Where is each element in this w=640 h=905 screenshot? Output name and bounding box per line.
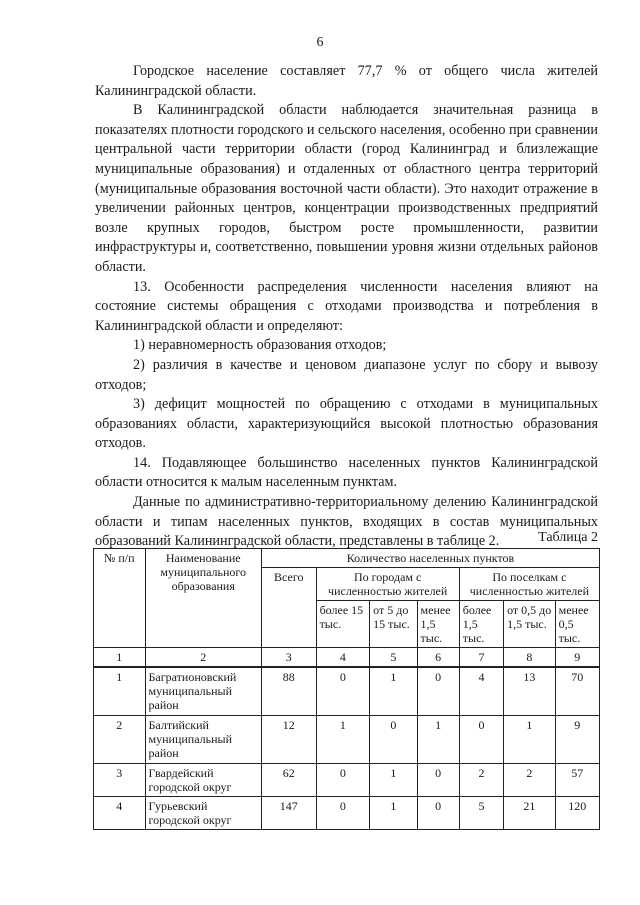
- header-villages: По поселкам с численностью жителей: [459, 568, 599, 601]
- table-row: [94, 796, 600, 829]
- header-sub: более 1,5 тыс.: [459, 601, 503, 648]
- row-value: 57: [555, 763, 599, 796]
- settlements-table: [93, 548, 600, 830]
- paragraph: 13. Особенности распределения численности населения влияют на состояние системы обращения с отходами производства и потребления в Калининградской области и определяют:: [95, 278, 598, 334]
- row-num: 1: [94, 667, 146, 715]
- row-value: 9: [555, 715, 599, 763]
- row-value: 2: [504, 763, 556, 796]
- page-number: 6: [316, 35, 324, 50]
- row-value: 0: [316, 763, 370, 796]
- row-value: 21: [504, 796, 556, 829]
- list-item: 3) дефицит мощностей по обращению с отходами в муниципальных образованиях области, характеризующийся высокой плотностью образования отходов.: [95, 396, 598, 452]
- row-value: 0: [459, 715, 503, 763]
- header-row: [94, 549, 600, 568]
- index-cell: 6: [417, 648, 459, 668]
- row-value: 0: [370, 715, 417, 763]
- header-sub: менее 0,5 тыс.: [555, 601, 599, 648]
- row-value: 120: [555, 796, 599, 829]
- list-item: 2) различия в качестве и ценовом диапазоне услуг по сбору и вывозу отходов;: [95, 356, 598, 393]
- row-value: 12: [261, 715, 316, 763]
- row-value: 4: [459, 667, 503, 715]
- row-value: 0: [316, 667, 370, 715]
- row-value: 1: [504, 715, 556, 763]
- index-cell: 8: [504, 648, 556, 668]
- header-sub: более 15 тыс.: [316, 601, 370, 648]
- row-value: 1: [370, 763, 417, 796]
- index-row: [94, 648, 600, 668]
- row-value: 13: [504, 667, 556, 715]
- row-value: 0: [417, 796, 459, 829]
- row-num: 3: [94, 763, 146, 796]
- header-total: Всего: [261, 568, 316, 648]
- row-value: 1: [417, 715, 459, 763]
- header-sub: от 0,5 до 1,5 тыс.: [504, 601, 556, 648]
- table-caption: Таблица 2: [538, 530, 598, 545]
- index-cell: 9: [555, 648, 599, 668]
- paragraph: 14. Подавляющее большинство населенных пунктов Калининградской области относится к малым населенным пунктам.: [95, 454, 598, 491]
- header-sub: от 5 до 15 тыс.: [370, 601, 417, 648]
- row-name: Гурьевский городской округ: [145, 796, 261, 829]
- index-cell: 4: [316, 648, 370, 668]
- row-value: 2: [459, 763, 503, 796]
- row-num: 2: [94, 715, 146, 763]
- header-cities: По городам с численностью жителей: [316, 568, 459, 601]
- row-value: 1: [370, 667, 417, 715]
- row-name: Багратионовский муниципальный район: [145, 667, 261, 715]
- list-item: 1) неравномерность образования отходов;: [133, 337, 387, 354]
- paragraph: Городское население составляет 77,7 % от общего числа жителей Калининградской области.: [95, 63, 598, 99]
- row-value: 1: [316, 715, 370, 763]
- row-value: 0: [316, 796, 370, 829]
- row-value: 5: [459, 796, 503, 829]
- index-cell: 2: [145, 648, 261, 668]
- paragraph: В Калининградской области наблюдается значительная разница в показателях плотности городского и сельского населения, особенно при сравнении центральной части территории области (город Калининград и близлежащие муниципальные образования) и отдаленных от областного центра территорий (муниципальные образования восточной части области). Это находит отражение в увеличении районных центров, концентрации производственных предприятий возле крупных городов, быстром росте промышленности, развитии инфраструктуры и, соответственно, повышении уровня жизни отдельных районов области.: [95, 102, 598, 275]
- row-value: 0: [417, 667, 459, 715]
- row-value: 0: [417, 763, 459, 796]
- row-value: 88: [261, 667, 316, 715]
- row-name: Гвардейский городской округ: [145, 763, 261, 796]
- table-row: [94, 715, 600, 763]
- row-value: 70: [555, 667, 599, 715]
- index-cell: 3: [261, 648, 316, 668]
- table-row: [94, 763, 600, 796]
- row-num: 4: [94, 796, 146, 829]
- index-cell: 5: [370, 648, 417, 668]
- paragraph: Данные по административно-территориальному делению Калининградской области и типам населенных пунктов, входящих в состав муниципальных образований Калининградской области, представлены в таблице 2.: [95, 494, 598, 550]
- row-name: Балтийский муниципальный район: [145, 715, 261, 763]
- index-cell: 7: [459, 648, 503, 668]
- body-text: [95, 62, 598, 552]
- row-value: 62: [261, 763, 316, 796]
- row-value: 147: [261, 796, 316, 829]
- table-row: [94, 667, 600, 715]
- header-count-group: Количество населенных пунктов: [261, 549, 599, 568]
- header-sub: менее 1,5 тыс.: [417, 601, 459, 648]
- row-value: 1: [370, 796, 417, 829]
- index-cell: 1: [94, 648, 146, 668]
- header-num: № п/п: [94, 549, 146, 648]
- header-name: Наименование муниципального образования: [145, 549, 261, 648]
